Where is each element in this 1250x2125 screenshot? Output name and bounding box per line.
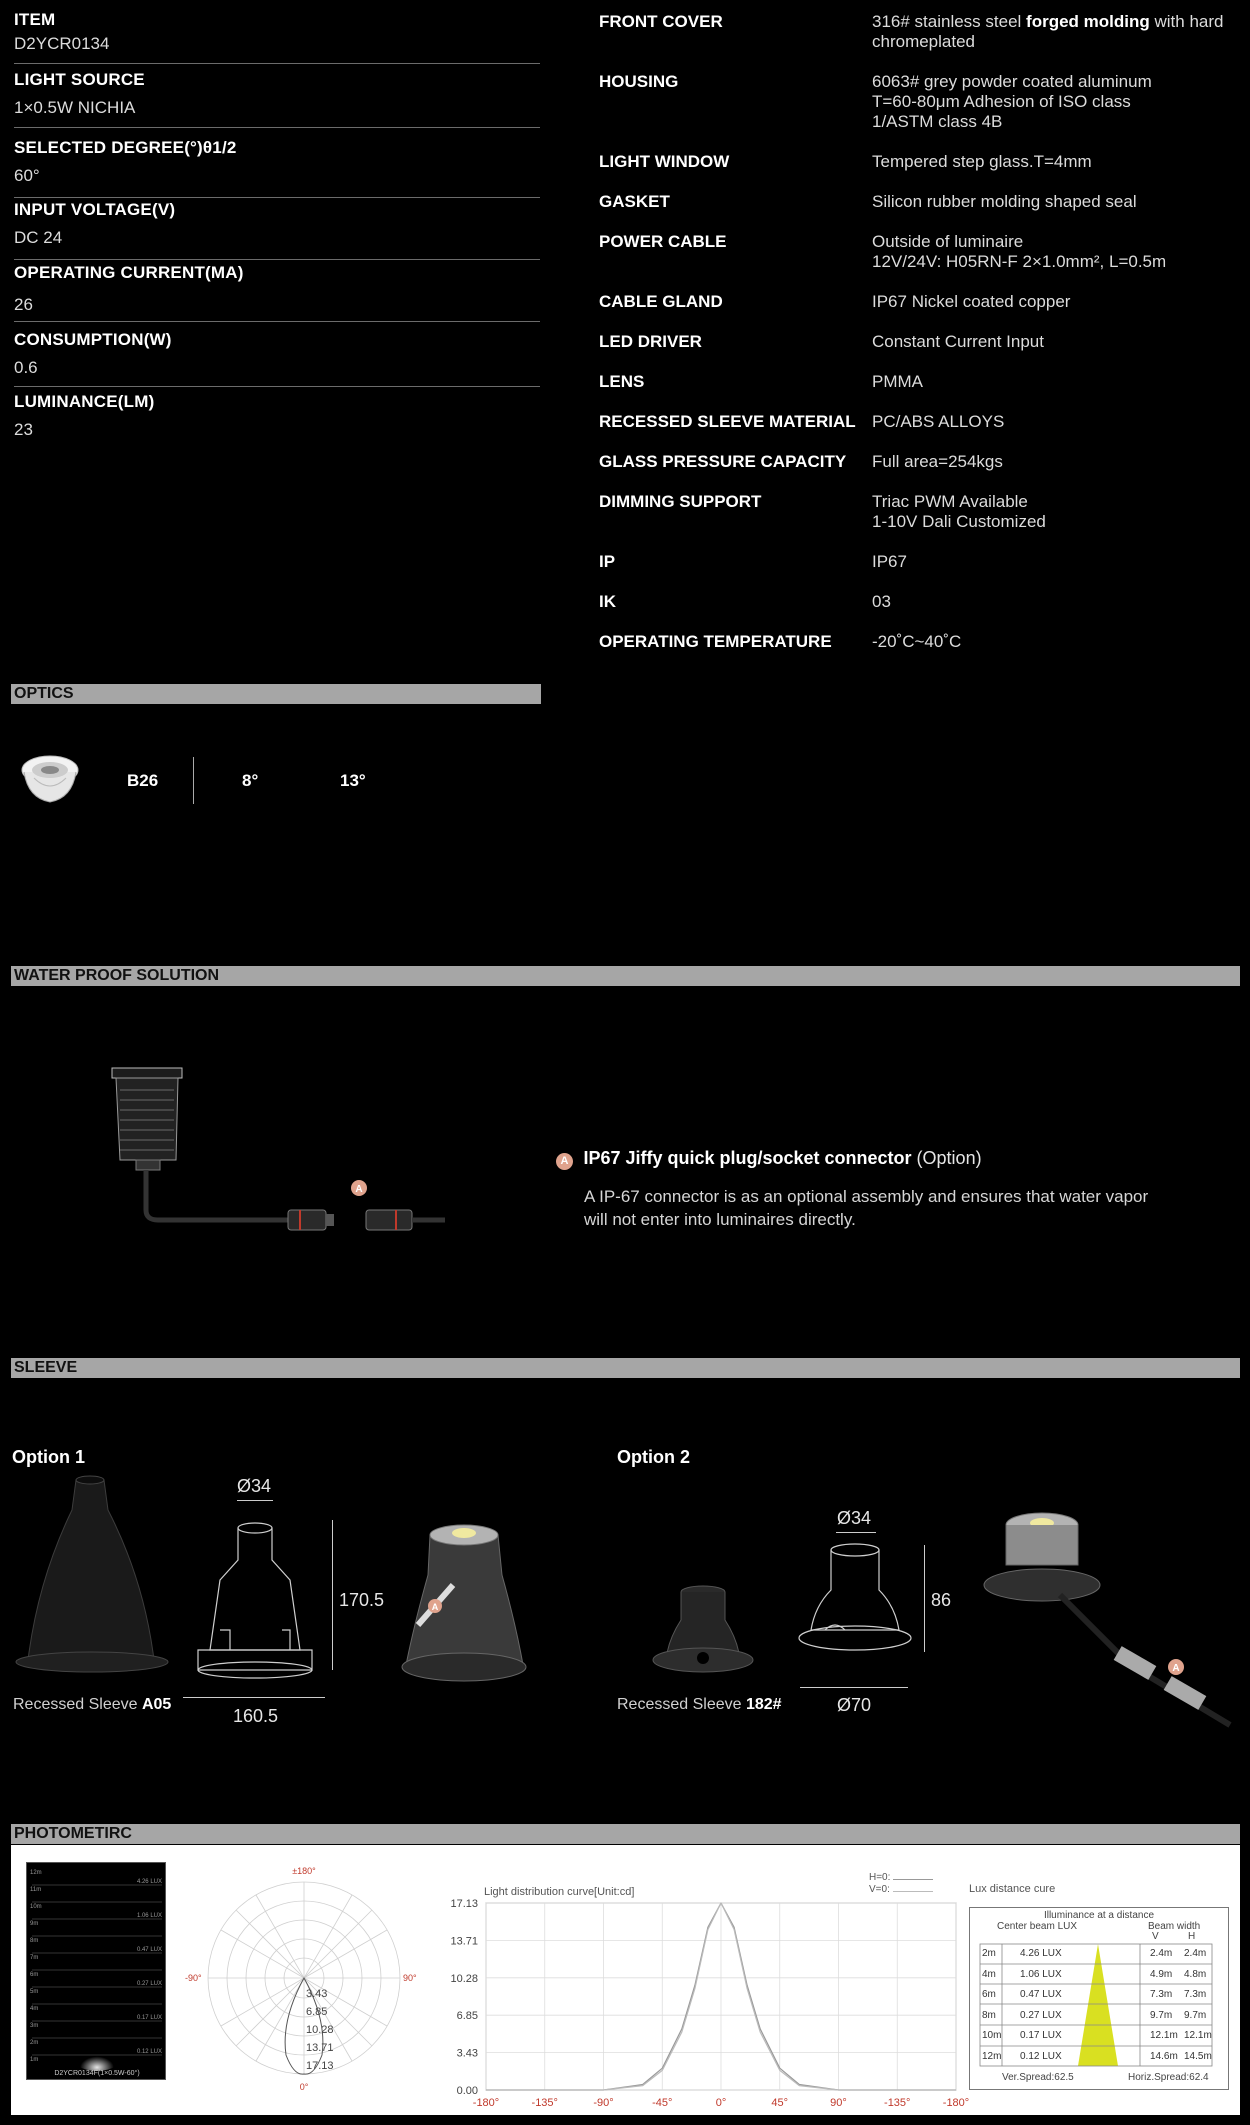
- spec-value: DC 24: [14, 228, 63, 247]
- lux-value: 1.06 LUX: [1020, 1968, 1062, 1980]
- lux-beam-v: 9.7m: [1150, 2009, 1173, 2021]
- spec-label: LIGHT SOURCE: [14, 70, 145, 89]
- spec-operating-current: [14, 263, 540, 322]
- material-value: IP67 Nickel coated copper: [872, 292, 1071, 311]
- lux-distance-table: [969, 1907, 1229, 2090]
- lux-beam-h: 4.8m: [1184, 1968, 1207, 1980]
- y-tick-label: 3.43: [456, 2047, 478, 2060]
- dimension-width: 160.5: [233, 1706, 279, 1726]
- spec-label: OPERATING CURRENT(MA): [14, 263, 244, 282]
- dimension-diameter: Ø34: [237, 1476, 272, 1496]
- polar-ring-label: 10.28: [306, 2024, 334, 2036]
- material-label: LED DRIVER: [599, 332, 702, 351]
- lux-beam-h: 12.1m: [1184, 2030, 1212, 2041]
- connector-illustration: [100, 1060, 460, 1240]
- lux-beam-h: 14.5m: [1184, 2050, 1212, 2062]
- lux-beam-v: 7.3m: [1150, 1989, 1173, 2000]
- legend-h: H=0:: [869, 1872, 933, 1883]
- x-tick-label: -180°: [472, 2097, 500, 2109]
- polar-ring-label: 6.85: [306, 2006, 328, 2018]
- material-label: LENS: [599, 372, 645, 391]
- sleeve-option-2-caption: Recessed Sleeve 182#: [617, 1696, 782, 1713]
- material-value: Tempered step glass.T=4mm: [872, 152, 1092, 171]
- lens-icon: [20, 748, 80, 808]
- lux-beam-v: 2.4m: [1150, 1948, 1173, 1959]
- x-tick-label: 90°: [830, 2097, 847, 2109]
- dimension-line: [183, 1697, 325, 1698]
- lux-row: [980, 2006, 1220, 2027]
- dimension-line: [836, 1532, 876, 1533]
- lux-distance: 10m: [982, 2030, 1002, 2041]
- sleeve-option-2-title: Option 2: [617, 1447, 690, 1467]
- photometric-panel: [11, 1845, 1240, 2115]
- polar-chart: [181, 1860, 421, 2100]
- lux-value: 0.12 LUX: [1020, 2050, 1062, 2062]
- polar-bottom-label: 0°: [299, 2082, 309, 2092]
- material-label: CABLE GLAND: [599, 292, 723, 311]
- material-label: FRONT COVER: [599, 12, 723, 31]
- material-value: PC/ABS ALLOYS: [872, 412, 1005, 431]
- spec-value: 26: [14, 295, 33, 314]
- beam-simulation: [26, 1862, 166, 2080]
- lux-distance: 8m: [982, 2009, 996, 2021]
- lux-distance: 12m: [982, 2050, 1002, 2062]
- sleeve-182-drawing: [795, 1540, 925, 1675]
- dimension-line: [800, 1687, 908, 1688]
- spec-consumption: [14, 330, 540, 387]
- waterproof-title: IP67 Jiffy quick plug/socket connector: [583, 1148, 912, 1168]
- lux-table-header: Illuminance at a distance: [1043, 1910, 1155, 1921]
- spec-label: SELECTED DEGREE(°)θ1/2: [14, 138, 237, 157]
- spec-selected-degree: [14, 138, 540, 198]
- light-distribution-chart: [431, 1895, 970, 2120]
- dimension-height: 170.5: [339, 1590, 385, 1610]
- spec-value: 1×0.5W NICHIA: [14, 98, 136, 117]
- section-bar-sleeve: SLEEVE: [11, 1358, 1240, 1378]
- y-tick-label: 0.00: [456, 2085, 478, 2097]
- material-label: GLASS PRESSURE CAPACITY: [599, 452, 847, 471]
- height-scale: 12m 11m 10m 9m 8m 7m 6m 5m 4m 3m 2m 1m: [30, 1870, 42, 2063]
- polar-ring-label: 13.71: [306, 2042, 334, 2054]
- polar-ring-label: 17.13: [306, 2060, 334, 2072]
- material-value: Silicon rubber molding shaped seal: [872, 192, 1137, 211]
- divider: [193, 757, 194, 804]
- lux-beam-h: 7.3m: [1184, 1989, 1207, 2000]
- lux-row: [980, 2026, 1220, 2047]
- legend-v: V=0:: [869, 1884, 933, 1895]
- lux-col-v: V: [1152, 1931, 1159, 1942]
- spec-label: INPUT VOLTAGE(V): [14, 200, 176, 219]
- y-tick-label: 10.28: [450, 1972, 478, 1985]
- polar-top-label: ±180°: [292, 1866, 316, 1876]
- spec-value: 0.6: [14, 358, 38, 377]
- svg-text:A: A: [431, 1602, 439, 1612]
- dimension-height: 86: [931, 1590, 952, 1610]
- x-tick-label: -135°: [884, 2097, 911, 2109]
- spec-label: LUMINANCE(LM): [14, 392, 155, 411]
- material-label: IK: [599, 592, 616, 611]
- spec-input-voltage: [14, 200, 540, 260]
- material-value: IP67: [872, 552, 907, 571]
- lux-col-center: Center beam LUX: [997, 1921, 1078, 1932]
- lux-value: 0.27 LUX: [1020, 2009, 1062, 2021]
- lux-value: 0.47 LUX: [1020, 1989, 1062, 2000]
- lux-value: 4.26 LUX: [1020, 1948, 1062, 1959]
- lux-row: [980, 1985, 1220, 2006]
- lux-beam-v: 4.9m: [1150, 1968, 1173, 1980]
- material-value: 316# stainless steel forged molding with hard chromeplated: [872, 12, 1224, 51]
- spec-label: ITEM: [14, 10, 56, 29]
- material-value: Triac PWM Available 1-10V Dali Customized: [872, 492, 1046, 531]
- ver-spread: Ver.Spread:62.5: [1002, 2072, 1074, 2083]
- lux-value: 0.17 LUX: [1020, 2030, 1062, 2041]
- lux-beam-h: 2.4m: [1184, 1948, 1207, 1959]
- model-caption: D2YCR0134F(1×0.5W-60°): [54, 2070, 140, 2077]
- y-tick-label: 6.85: [456, 2010, 478, 2023]
- lux-distance-title: Lux distance cure: [969, 1883, 1056, 1895]
- spec-luminance: [14, 392, 540, 442]
- material-value: 6063# grey powder coated aluminum T=60-80μm Adhesion of ISO class 1/ASTM class 4B: [872, 72, 1152, 131]
- lux-beam-h: 9.7m: [1184, 2009, 1207, 2021]
- x-tick-label: 0°: [715, 2097, 727, 2109]
- material-value: PMMA: [872, 372, 923, 391]
- material-label: OPERATING TEMPERATURE: [599, 632, 832, 651]
- curve-title: Light distribution curve[Unit:cd]: [484, 1886, 635, 1898]
- material-value: Constant Current Input: [872, 332, 1044, 351]
- badge-a-icon: A: [556, 1153, 573, 1170]
- sleeve-a05-drawing: [180, 1520, 350, 1690]
- x-tick-label: -45°: [652, 2097, 673, 2109]
- polar-ring-label: 3.43: [306, 1988, 328, 2000]
- x-tick-label: -135°: [531, 2097, 558, 2109]
- lux-rows: [980, 1944, 1220, 2067]
- spec-value: 60°: [14, 166, 40, 185]
- material-value: Outside of luminaire 12V/24V: H05RN-F 2×1.0mm², L=0.5m: [872, 232, 1167, 271]
- x-tick-label: 45°: [771, 2097, 789, 2109]
- hor-spread: Horiz.Spread:62.4: [1128, 2072, 1209, 2083]
- section-bar-optics: OPTICS: [11, 684, 541, 704]
- sleeve-option-1-title: Option 1: [12, 1447, 85, 1467]
- polar-right-label: 90°: [403, 1973, 417, 1983]
- sleeve-182-installed: [990, 1505, 1240, 1730]
- lux-distance: 4m: [982, 1968, 996, 1980]
- lens-code: B26: [127, 771, 159, 790]
- waterproof-option-note: (Option): [911, 1148, 982, 1168]
- sleeve-a05-photo: [14, 1470, 174, 1675]
- lux-col-beam: Beam width: [1148, 1921, 1201, 1932]
- sleeve-182-photo: [648, 1580, 788, 1680]
- spec-label: CONSUMPTION(W): [14, 330, 172, 349]
- material-label: RECESSED SLEEVE MATERIAL: [599, 412, 856, 431]
- y-tick-label: 13.71: [450, 1935, 478, 1948]
- material-label: LIGHT WINDOW: [599, 152, 730, 171]
- section-bar-waterproof: WATER PROOF SOLUTION: [11, 966, 1240, 986]
- y-tick-label: 17.13: [450, 1898, 478, 1910]
- material-label: GASKET: [599, 192, 670, 211]
- lux-beam-v: 14.6m: [1150, 2050, 1178, 2062]
- spec-light-source: [14, 70, 540, 128]
- waterproof-description: A IP-67 connector is as an optional assembly and ensures that water vapor will not enter into luminaires directly.: [584, 1187, 1149, 1229]
- material-label: DIMMING SUPPORT: [599, 492, 762, 511]
- waterproof-callout: [556, 1148, 982, 1170]
- material-label: HOUSING: [599, 72, 679, 91]
- material-value: Full area=254kgs: [872, 452, 1003, 471]
- sleeve-option-1-caption: Recessed Sleeve A05: [13, 1696, 172, 1713]
- lux-beam-v: 12.1m: [1150, 2030, 1178, 2041]
- spec-value: 23: [14, 420, 33, 439]
- dimension-width: Ø70: [837, 1695, 872, 1715]
- optic-angle-1: 8°: [242, 771, 259, 790]
- material-label: POWER CABLE: [599, 232, 727, 251]
- material-value: -20˚C~40˚C: [872, 632, 962, 651]
- lux-row: [980, 1965, 1220, 1986]
- sleeve-a05-installed: [398, 1515, 533, 1690]
- dimension-diameter: Ø34: [837, 1508, 872, 1528]
- lux-distance: 2m: [982, 1948, 996, 1959]
- optic-angle-2: 13°: [340, 771, 366, 790]
- lux-scale: 4.26 LUX 1.06 LUX 0.47 LUX 0.27 LUX 0.17 LUX 0.12 LUX: [136, 1879, 162, 2055]
- spec-item: [14, 10, 540, 64]
- dimension-line: [332, 1520, 333, 1670]
- lux-row: [980, 2047, 1220, 2068]
- svg-text:A: A: [355, 1184, 363, 1195]
- lux-row: [980, 1944, 1220, 1965]
- material-label: IP: [599, 552, 616, 571]
- lux-distance: 6m: [982, 1989, 996, 2000]
- svg-text:A: A: [1172, 1663, 1180, 1674]
- dimension-line: [924, 1545, 925, 1652]
- polar-left-label: -90°: [185, 1973, 202, 1983]
- dimension-line: [237, 1500, 273, 1501]
- x-tick-label: -90°: [593, 2097, 614, 2109]
- material-value: 03: [872, 592, 891, 611]
- spec-value: D2YCR0134: [14, 34, 110, 53]
- x-tick-label: -180°: [942, 2097, 970, 2109]
- section-bar-photometric: PHOTOMETIRC: [11, 1824, 1240, 1844]
- lux-col-h: H: [1188, 1931, 1196, 1942]
